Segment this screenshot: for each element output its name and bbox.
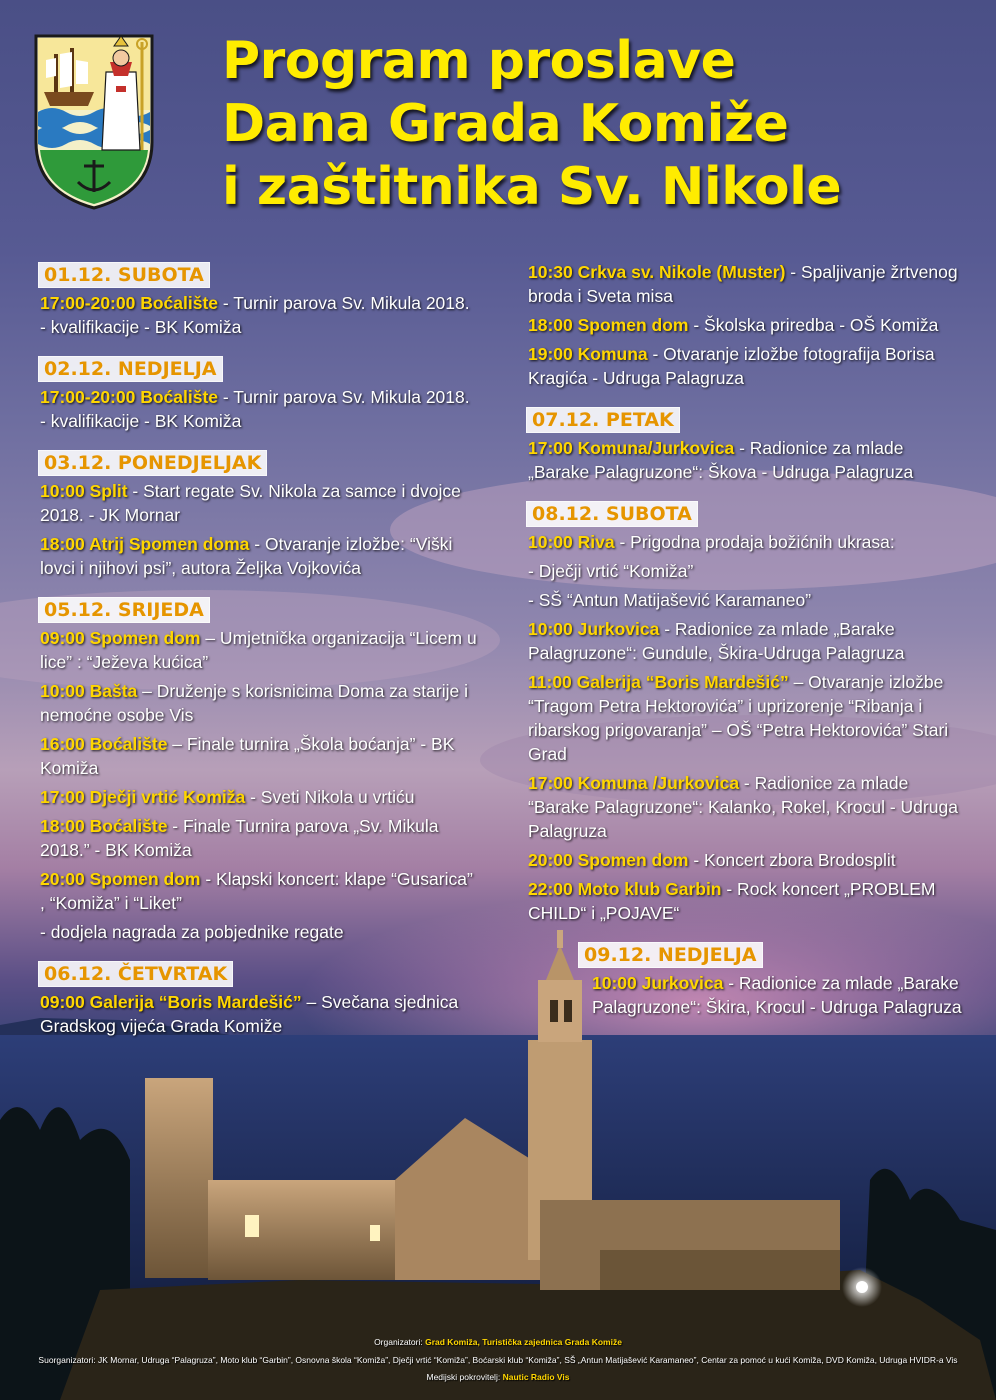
event bbox=[528, 260, 968, 308]
event-time-place: 17:00 Dječji vrtić Komiža bbox=[40, 787, 246, 807]
footer-media bbox=[0, 1370, 996, 1385]
day-section bbox=[580, 930, 968, 1019]
event bbox=[40, 479, 480, 527]
day-section bbox=[40, 949, 480, 1038]
title-line-2: Dana Grada Komiže bbox=[222, 94, 789, 154]
event bbox=[528, 771, 968, 843]
event bbox=[528, 670, 968, 766]
event bbox=[40, 679, 480, 727]
organizers-label: Organizatori: bbox=[374, 1337, 423, 1347]
event-description: - Školska priredba - OŠ Komiža bbox=[688, 315, 939, 335]
event-description: – Umjetnička organizacija “Licem u lice” : “Ježeva kućica” bbox=[40, 628, 477, 672]
event-time-place: 10:00 Split bbox=[40, 481, 128, 501]
event-description: - Spaljivanje žrtvenog broda i Sveta misa bbox=[528, 262, 958, 306]
event-time-place: 18:00 Spomen dom bbox=[528, 315, 689, 335]
footer-organizers bbox=[0, 1335, 996, 1350]
event-time-place: 20:00 Spomen dom bbox=[40, 869, 201, 889]
event-description: - Rock koncert „PROBLEM CHILD“ i „POJAVE“ bbox=[528, 879, 936, 923]
event bbox=[528, 436, 968, 484]
event-description: - Dječji vrtić “Komiža” bbox=[528, 561, 694, 581]
event-time-place: 17:00-20:00 Boćalište bbox=[40, 387, 219, 407]
event bbox=[528, 877, 968, 925]
event-time-place: 10:00 Riva bbox=[528, 532, 615, 552]
day-section-continued bbox=[528, 260, 968, 390]
event bbox=[528, 848, 968, 872]
title-line-3: i zaštitnika Sv. Nikole bbox=[222, 157, 842, 217]
event-description: - Otvaranje izložbe fotografija Borisa Kragića - Udruga Palagruza bbox=[528, 344, 935, 388]
day-label: 05.12. SRIJEDA bbox=[38, 597, 210, 623]
event-description: - SŠ “Antun Matijašević Karamaneo” bbox=[528, 590, 812, 610]
event bbox=[40, 385, 480, 433]
event bbox=[528, 617, 968, 665]
media-value: Nautic Radio Vis bbox=[502, 1372, 570, 1382]
day-label: 01.12. SUBOTA bbox=[38, 262, 210, 288]
event-time-place: 09:00 Spomen dom bbox=[40, 628, 201, 648]
day-section bbox=[40, 585, 480, 944]
event-description: - Radionice za mlade „Barake Palagruzone“: Škira, Krocul - Udruga Palagruza bbox=[592, 973, 962, 1017]
event-time-place: 17:00-20:00 Boćalište bbox=[40, 293, 219, 313]
program-left-column bbox=[40, 262, 480, 1043]
event-time-place: 19:00 Komuna bbox=[528, 344, 648, 364]
event-description: - Koncert zbora Brodosplit bbox=[688, 850, 896, 870]
poster-title bbox=[222, 30, 841, 219]
event bbox=[40, 785, 480, 809]
event bbox=[40, 626, 480, 674]
event bbox=[40, 990, 480, 1038]
event-description: - Prigodna prodaja božićnih ukrasa: bbox=[614, 532, 895, 552]
event-description: - Otvaranje izložbe: “Viški lovci i njihovi psi”, autora Željka Vojkovića bbox=[40, 534, 453, 578]
event-time-place: 18:00 Atrij Spomen doma bbox=[40, 534, 250, 554]
coorganizers-label: Suorganizatori: bbox=[38, 1355, 96, 1365]
event bbox=[40, 920, 480, 944]
footer-coorganizers bbox=[0, 1353, 996, 1368]
event-time-place: 09:00 Galerija “Boris Mardešić” bbox=[40, 992, 302, 1012]
event-time-place: 16:00 Boćalište bbox=[40, 734, 168, 754]
event-description: - Turnir parova Sv. Mikula 2018. - kvalifikacije - BK Komiža bbox=[40, 293, 470, 337]
event-description: – Druženje s korisnicima Doma za starije i nemoćne osobe Vis bbox=[40, 681, 468, 725]
title-line-1: Program proslave bbox=[222, 31, 736, 91]
event bbox=[40, 291, 480, 339]
event-description: - Radionice za mlade „Barake Palagruzone“: Gundule, Škira-Udruga Palagruza bbox=[528, 619, 905, 663]
day-section bbox=[528, 395, 968, 484]
event bbox=[40, 732, 480, 780]
event-description: – Otvaranje izložbe “Tragom Petra Hektorovića” i uprizorenje “Ribanja i ribarskog prigovaranja” – OŠ “Petra Hektorovića” Stari Grad bbox=[528, 672, 949, 764]
event-time-place: 10:00 Jurkovica bbox=[592, 973, 724, 993]
coat-of-arms bbox=[32, 32, 156, 212]
day-label: 06.12. ČETVRTAK bbox=[38, 961, 233, 987]
event-description: - Finale Turnira parova „Sv. Mikula 2018.” - BK Komiža bbox=[40, 816, 439, 860]
event bbox=[40, 814, 480, 862]
event bbox=[40, 867, 480, 915]
day-label: 08.12. SUBOTA bbox=[526, 501, 698, 527]
event-time-place: 10:00 Bašta bbox=[40, 681, 138, 701]
day-section bbox=[528, 489, 968, 925]
event-description: - Turnir parova Sv. Mikula 2018. - kvalifikacije - BK Komiža bbox=[40, 387, 470, 431]
program-right-column bbox=[528, 260, 968, 1024]
event-description: – Finale turnira „Škola boćanja” - BK Komiža bbox=[40, 734, 455, 778]
day-label: 02.12. NEDJELJA bbox=[38, 356, 223, 382]
event-description: - Start regate Sv. Nikola za samce i dvojce 2018. - JK Mornar bbox=[40, 481, 461, 525]
media-label: Medijski pokrovitelj: bbox=[426, 1372, 501, 1382]
event-description: – Svečana sjednica Gradskog vijeća Grada Komiže bbox=[40, 992, 459, 1036]
event-description: - Klapski koncert: klape “Gusarica” , “Komiža” i “Liket” bbox=[40, 869, 473, 913]
event-time-place: 17:00 Komuna/Jurkovica bbox=[528, 438, 735, 458]
day-label: 07.12. PETAK bbox=[526, 407, 680, 433]
event-time-place: 11:00 Galerija “Boris Mardešić” bbox=[528, 672, 789, 692]
event bbox=[592, 971, 968, 1019]
event-description: - Radionice za mlade „Barake Palagruzone“: Škova - Udruga Palagruza bbox=[528, 438, 914, 482]
event bbox=[528, 530, 968, 554]
event-time-place: 20:00 Spomen dom bbox=[528, 850, 689, 870]
event bbox=[40, 532, 480, 580]
day-section bbox=[40, 262, 480, 339]
coorganizers-value: JK Mornar, Udruga “Palagruza”, Moto klub “Garbin”, Osnovna škola “Komiža”, Dječji vrtić “Komiža”, Boćarski klub “Komiža”, SŠ „Antun Matijašević Karamaneo”, Centar za pomoć u kući Komiža, DVD Komiža, Udruga HVIDR-a Vis bbox=[97, 1355, 958, 1365]
event-description: - Sveti Nikola u vrtiću bbox=[245, 787, 415, 807]
event-time-place: 18:00 Boćalište bbox=[40, 816, 168, 836]
event-description: - Radionice za mlade “Barake Palagruzone“: Kalanko, Rokel, Krocul - Udruga Palagruza bbox=[528, 773, 958, 841]
event-time-place: 22:00 Moto klub Garbin bbox=[528, 879, 722, 899]
event-description: - dodjela nagrada za pobjednike regate bbox=[40, 922, 344, 942]
event bbox=[528, 342, 968, 390]
day-section bbox=[40, 344, 480, 433]
event-time-place: 17:00 Komuna /Jurkovica bbox=[528, 773, 740, 793]
day-section bbox=[40, 438, 480, 580]
event bbox=[528, 313, 968, 337]
day-label: 03.12. PONEDJELJAK bbox=[38, 450, 267, 476]
organizers-value: Grad Komiža, Turistička zajednica Grada Komiže bbox=[425, 1337, 622, 1347]
event bbox=[528, 559, 968, 583]
event-time-place: 10:30 Crkva sv. Nikole (Muster) bbox=[528, 262, 786, 282]
event bbox=[528, 588, 968, 612]
event-time-place: 10:00 Jurkovica bbox=[528, 619, 660, 639]
day-label: 09.12. NEDJELJA bbox=[578, 942, 763, 968]
